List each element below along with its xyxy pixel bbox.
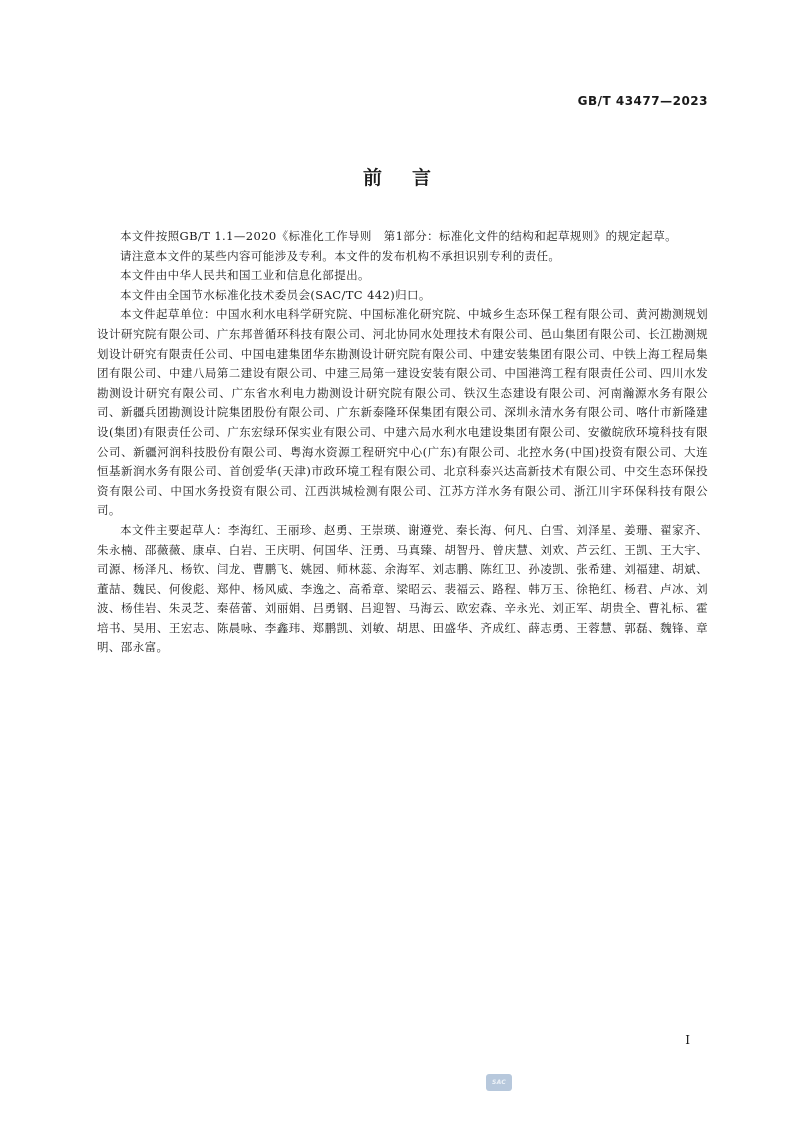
sac-logo-icon xyxy=(486,1074,512,1091)
paragraph-drafting-units: 本文件起草单位：中国水利水电科学研究院、中国标准化研究院、中城乡生态环保工程有限公司、黄河勘测规划设计研究院有限公司、广东邦普循环科技有限公司、河北协同水处理技术有限公司、邑山集团有限公司、长江勘测规划设计研究有限责任公司、中国电建集团华东勘测设计研究院有限公司、中建安装集团有限公司、中铁上海工程局集团有限公司、中建八局第二建设有限公司、中建三局第一建设安装有限公司、中国港湾工程有限责任公司、四川水发勘测设计研究有限公司、广东省水利电力勘测设计研究院有限公司、铁汉生态建设有限公司、河南瀚源水务有限公司、新疆兵团勘测设计院集团股份有限公司、广东新泰隆环保集团有限公司、深圳永清水务有限公司、喀什市新隆建设(集团)有限责任公司、广东宏绿环保实业有限公司、中建六局水利水电建设集团有限公司、安徽皖欣环境科技有限公司、新疆河润科技股份有限公司、粤海水资源工程研究中心(广东)有限公司、北控水务(中国)投资有限公司、大连恒基新润水务有限公司、首创爱华(天津)市政环境工程有限公司、北京科泰兴达高新技术有限公司、中交生态环保投资有限公司、中国水务投资有限公司、江西洪城检测有限公司、江苏方洋水务有限公司、浙江川宇环保科技有限公司。 xyxy=(97,307,708,518)
page-number: I xyxy=(685,1033,690,1047)
standard-number: GB/T 43477—2023 xyxy=(577,94,708,108)
paragraph-proposer: 本文件由中华人民共和国工业和信息化部提出。 xyxy=(120,268,370,283)
paragraph-patent-notice: 请注意本文件的某些内容可能涉及专利。本文件的发布机构不承担识别专利的责任。 xyxy=(120,248,561,263)
paragraph-committee: 本文件由全国节水标准化技术委员会(SAC/TC 442)归口。 xyxy=(120,287,431,302)
page-title: 前言 xyxy=(362,167,461,189)
foreword-body xyxy=(97,227,708,658)
paragraph-drafters: 本文件主要起草人：李海红、王丽珍、赵勇、王崇瑛、谢遵党、秦长海、何凡、白雪、刘泽星、姜珊、翟家齐、朱永楠、邵薇薇、康卓、白岩、王庆明、何国华、汪勇、马真臻、胡智丹、曾庆慧、刘欢、芦云红、王凯、王大宇、司源、杨泽凡、杨钦、闫龙、曹鹏飞、姚园、师林蕊、余海军、刘志鹏、陈红卫、孙凌凯、张希建、刘福建、胡斌、董喆、魏民、何俊彪、郑仲、杨风威、李逸之、高希章、梁昭云、裴福云、路程、韩万玉、徐艳红、杨君、卢冰、刘波、杨佳岩、朱灵芝、秦蓓蕾、刘丽娟、吕勇钢、吕迎智、马海云、欧宏森、辛永光、刘正军、胡贵全、曹礼标、霍培书、吴用、王宏志、陈晨咏、李鑫玮、郑鹏凯、刘敏、胡思、田盛华、齐成红、薛志勇、王蓉慧、郭磊、魏锋、章明、邵永富。 xyxy=(97,522,708,655)
sac-logo-text: SAC xyxy=(491,1079,507,1086)
paragraph-drafting-rules: 本文件按照GB/T 1.1—2020《标准化工作导则 第1部分：标准化文件的结构和起草规则》的规定起草。 xyxy=(120,229,678,243)
